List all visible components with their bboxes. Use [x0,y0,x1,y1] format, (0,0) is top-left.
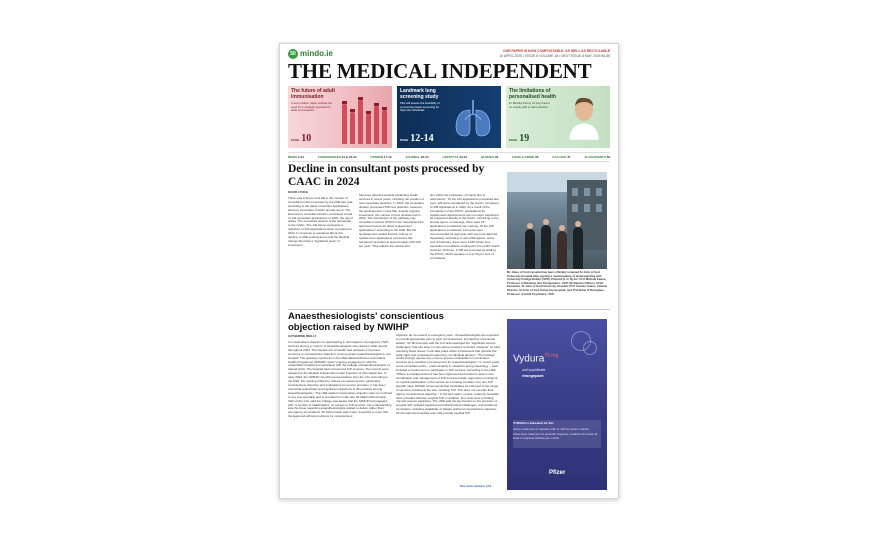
photo-caption: Mr Jukes of Cork Hospital has been officially renamed St John of God University Hospital after signing a memorandum of understanding with University College Dublin (UCD). Pictured (L to R) are: Prof Michael Keane, Professor of Medicine and Therapeutics, UCD; Mr Damien O'Brien, Chief Executive, St John of God University Hospital; Prof Anselm Yeates, Clinical Director, St John of God University Hospital; and Prof Brian O'Donoghue, Professor of Adult Psychiatry, UCD. [507,270,607,296]
vials-image [340,94,390,144]
teaser-body: A new position paper outlines the need for a strategic approach to adult immunisation [291,101,333,113]
nav-item[interactable]: GALLERY 37 [552,155,571,159]
lungs-icon [451,96,495,140]
nav-item[interactable]: FLASHPOINTS 38 [584,155,610,159]
ad-indication-2: Preventive treatment of episodic migraine in adults who have at least 4 migraine attacks per month. [513,432,598,440]
section-divider [288,309,610,310]
teaser-page: PAGE 12-14 [400,133,434,144]
second-column-1: A conscientious objection to participating in terminations of pregnancy (ToP) services among a "cohort" of anaesthesiologists was raised in HSE reports throughout 2024. The Department of Health was advised of "reported concerns re conscientious objection" among certain anaesthesiologists in one hospital. The quarterly reports from the HSE National Women and Infants Health Programme (NWIHP) noted "ongoing engagement" with the unidentified hospital and separately with the College of Anaesthesiologists of Ireland (CAI). The hospital had commenced ToP services. The records were released to the Medical Independent under Freedom of Information law. In early 2024, the NWIHP met with representatives from the CAI. According to the HSE, the meeting related to "issues of mutual concern particularly conscientious objection and implications for service provision. It has been noted that anaesthetic and significant objections to this practice among anaesthesiologists." The HSE added conscientious objection was not confined to any one speciality and is provided for under law. Mr Martin McCormack, CEO of the CAI, said the College was aware that the NWIHP had engaged with "a number of stakeholders" on access to ToP services. His understanding was the issue regarding anaesthesiologists related to deliver rather than emergency terminations. Mr McCormack said it was "important to note" that the legal and ethical provisions for conscientious [288,341,392,419]
issue-info: 10 APRIL 2025 • ISSUE 8 VOLUME 18 • NEXT ISSUE 8 MAY 2025 €5.85 [499,53,610,58]
author-portrait [566,94,602,140]
nav-item[interactable]: NEWS 2-34 [288,155,304,159]
masthead-info [460,49,610,58]
lead-photo [507,172,607,269]
teaser-title: The limitations of personalised health [509,88,556,100]
teaser-immunisation[interactable] [288,86,392,148]
advertisement[interactable] [507,319,607,490]
teaser-title: Landmark lung screening study [400,88,439,100]
newspaper-cover [279,43,619,499]
lead-column-1: There was a 34 per cent fall in the number of consultant posts processed by the HSE last year, according to the latest consultant applications advisory committee (CAAC) annual report. The Executive's consultant division processed a total of 142 consultant applications in 2024, the report states. The consultant division is the secretariat to the CAAC. The 142 figure represents a reduction of 216 applications when compared to 2023. In response to questions about this decline, a HSE spokesperson told the Medical Independent that a "significant level" of investment [288,197,354,247]
second-column-2: objection do not extend to emergency care. "Anaesthesiologists are expected to provide appropriate care in such circumstances, irrespective of personal beliefs." Mr McCormack said the CAI acknowledged the "significant service challenges" that can arise in units where provision is limited. However, he said resolving these issues "must take place within a framework that upholds the legal rights and professional autonomy of individual doctors." "The College would strongly oppose any move to impose participation in termination services as a condition of employment for anaesthesiologists." In recent years some consultant posts – predominantly in obstetrics and gynaecology – have included a requirement to participate in ToP services. According to the HSE: "Where a post/appointment has been approved and funded to lead on the coordination and management of ToP services locally, approval is contingent on explicit participation in the service as a funding condition. For non-ToP specific roles, NWIHP recommends that candidates be informed of the scope of services provided at the site, including ToP. This does not override their right to conscientious objection." In the last nation, review, maternity hospitals have provided effective surgical ToP. In addition, four units were providing manual vacuum aspiration. The HSE said the key barriers to the provision of surgical ToP included logistical and infrastructural challenges, and workforce constraints, including availability of theatre staff and conscientious objection. All 19 maternity hospitals and units provide medical ToP. [396,334,500,416]
pfizer-logo: Pfizer [549,470,566,476]
ad-generic: rimegepant [522,373,544,378]
ad-form: oral lyophilisate [522,368,546,372]
teaser-lung-screening[interactable] [397,86,501,148]
second-headline[interactable]: Anaesthesiologists' conscientious objection raised by NWIHP [288,311,444,333]
teaser-page: PAGE 19 [509,133,530,144]
nav-item[interactable]: QUIZZES 36 [481,155,499,159]
tagline: OUR PAPER IS NOW COMPOSTABLE, AS WELL AS RECYCLABLE [503,49,610,53]
second-byline: CATHERINE REILLY [288,335,317,338]
site-logo: mindo.ie [300,49,333,58]
teaser-body: Dr Michael Kenny on why there's no simple path to risk-reduction [509,101,550,109]
ad-indication-title: VYDURA is indicated for the: [513,421,555,425]
lead-column-3: tion within the profession, primarily due to retirements." Of the 142 applications processed last year, 126 were considered by the CAAC, compared to 338 applications in 2023. As a result of the introduction of the POCC, applications for replacement appointments are no longer required to be presented directly to the CAAC. According to the annual report, on average, there were 25 applications considered per meeting. Of the 126 applications considered, 114 posts were recommended for approval, with one post deferred. Separately, according to new HSE figures, at the end of February, there were 3,650 whole-time equivalent consultants employed in the public health services. Of these, 2,605 are recorded as holding the POCC, which equates to over 63 per cent of consultants. [430,194,500,260]
ad-brand: Vydura$^{75 mg}$ [513,353,559,365]
lead-byline: DAVID LYNCH [288,191,309,194]
teaser-page: PAGE 10 [291,133,312,144]
lead-column-2: has been directed towards expanding health services in recent years, including the creation of new consultant positions. In 2023, the consultant division processed 358 new positions. However, the spokesperson noted that, despite ongoing investment, the number of new positions fell in 2024. The introduction of the pathway-only consultant contract (POCC) has "streamlined the approval process for direct replacement applications" according to the HSE. But the spokesperson added that the volume of replacement applications processed has remained consistent at approximately 100-130 per year. "This reflects the natural attri- [359,194,424,248]
logo-badge: 50 [288,49,298,59]
teaser-strip [288,86,610,148]
teaser-body: Pilot will assess the feasibility of community-based screening for high-risk individuals [400,101,440,113]
section-nav [288,152,610,162]
continued-link[interactable]: See news feature, p14 [460,485,492,488]
nav-item[interactable]: CONFERENCES 24 & 26-32 [317,155,357,159]
lead-headline[interactable]: Decline in consultant posts processed by CAAC in 2024 [288,163,485,188]
teaser-personalised-health[interactable] [506,86,610,148]
teaser-title: The future of adult immunisation [291,88,335,100]
nav-item[interactable]: FOOD & DRINK 36 [512,155,539,159]
newspaper-title: THE MEDICAL INDEPENDENT [288,59,592,83]
nav-item[interactable]: LIFESTYLE 33-34 [442,155,468,159]
nav-item[interactable]: JOURNAL 20-23 [405,155,429,159]
ad-indication-1: Acute treatment of migraine with or without aura in adults; [513,427,590,431]
nav-item[interactable]: OPINION 17-19 [370,155,392,159]
